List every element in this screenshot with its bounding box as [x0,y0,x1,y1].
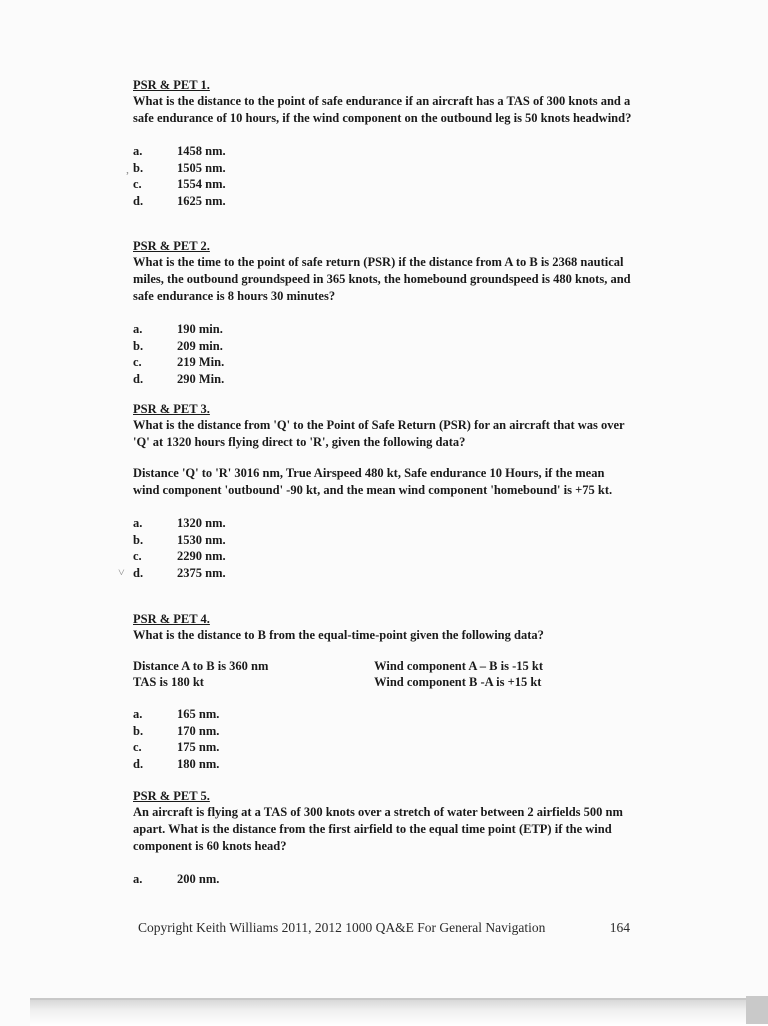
answer-options [133,143,633,209]
option-text: 1458 nm. [177,144,226,158]
answer-option [133,321,633,338]
option-letter: a. [133,707,143,721]
answer-option [133,548,633,565]
answer-option [133,532,633,549]
answer-option [133,371,633,388]
data-right [374,658,543,690]
data-line: Wind component A – B is -15 kt [374,659,543,673]
question-5 [133,788,633,888]
answer-option [133,160,633,177]
data-left [133,658,268,690]
data-line: Distance A to B is 360 nm [133,659,269,673]
option-text: 219 Min. [177,355,225,369]
page-number: 164 [609,920,630,935]
question-data [133,658,543,690]
option-text: 190 min. [177,322,223,336]
answer-option [133,871,633,888]
answer-option [133,756,633,773]
option-letter: b. [133,723,144,738]
option-text: 170 nm. [177,723,220,738]
question-heading: PSR & PET 2. [133,239,210,253]
option-letter: c. [133,177,142,191]
question-3 [133,401,633,581]
question-heading: PSR & PET 3. [133,402,210,416]
question-stem: What is the distance to B from the equal-time-point given the following data? [133,628,544,642]
answer-options [133,321,633,387]
option-text: 2375 nm. [177,565,226,580]
option-letter: c. [133,355,142,369]
option-text: 165 nm. [177,707,220,721]
pencil-mark: , [126,162,129,176]
option-text: 1625 nm. [177,193,226,208]
pencil-mark: ˅ [118,565,125,579]
option-text: 209 min. [177,338,223,353]
option-letter: d. [133,756,144,771]
answer-option [133,354,633,371]
answer-option [133,723,633,740]
question-4 [133,611,633,772]
option-letter: c. [133,549,142,563]
option-letter: a. [133,872,143,886]
question-data: Distance 'Q' to 'R' 3016 nm, True Airspeed 480 kt, Safe endurance 10 Hours, if the mean wind component 'outbound' -90 kt, and the mean wind component 'homebound' is +75 kt. [133,466,613,497]
answer-option [133,515,633,532]
option-letter: b. [133,338,144,353]
option-text: 1554 nm. [177,177,226,191]
answer-options [133,706,633,772]
question-heading: PSR & PET 1. [133,78,210,92]
answer-option [133,338,633,355]
option-letter: b. [133,160,144,175]
footer-copyright: Copyright Keith Williams 2011, 2012 1000 QA&E For General Navigation [138,920,546,935]
data-line: Wind component B -A is +15 kt [374,675,542,689]
answer-option [133,706,633,723]
option-text: 290 Min. [177,371,225,386]
option-text: 2290 nm. [177,549,226,563]
question-stem: What is the distance to the point of safe endurance if an aircraft has a TAS of 300 knots and a safe endurance of 10 hours, if the wind component on the outbound leg is 50 knots headwind? [133,94,632,125]
option-letter: c. [133,740,142,754]
answer-option [133,176,633,193]
option-letter: a. [133,516,143,530]
question-heading: PSR & PET 4. [133,612,210,626]
option-text: 175 nm. [177,740,220,754]
option-letter: b. [133,532,144,547]
question-2 [133,238,633,387]
question-1 [133,77,633,209]
answer-option [133,565,633,582]
page-footer [138,920,630,936]
option-text: 200 nm. [177,872,220,886]
option-text: 1530 nm. [177,532,226,547]
option-letter: a. [133,322,143,336]
option-letter: a. [133,144,143,158]
scan-edge-corner [746,996,768,1024]
option-letter: d. [133,565,144,580]
option-text: 1320 nm. [177,516,226,530]
scan-edge [30,998,768,1026]
question-stem: What is the time to the point of safe return (PSR) if the distance from A to B is 2368 nautical miles, the outbound groundspeed in 365 knots, the homebound groundspeed is 480 knots, and safe endurance is 8 hours 30 minutes? [133,255,631,303]
answer-options [133,871,633,888]
answer-option [133,739,633,756]
option-text: 180 nm. [177,756,220,771]
answer-option [133,143,633,160]
option-letter: d. [133,193,144,208]
answer-option [133,193,633,210]
question-heading: PSR & PET 5. [133,789,210,803]
question-stem: An aircraft is flying at a TAS of 300 knots over a stretch of water between 2 airfields 500 nm apart. What is the distance from the first airfield to the equal time point (ETP) if the wind component is 60 knots head? [133,805,623,853]
option-letter: d. [133,371,144,386]
data-line: TAS is 180 kt [133,675,204,689]
option-text: 1505 nm. [177,160,226,175]
answer-options [133,515,633,581]
question-stem: What is the distance from 'Q' to the Point of Safe Return (PSR) for an aircraft that was over 'Q' at 1320 hours flying direct to 'R', given the following data? [133,418,625,449]
